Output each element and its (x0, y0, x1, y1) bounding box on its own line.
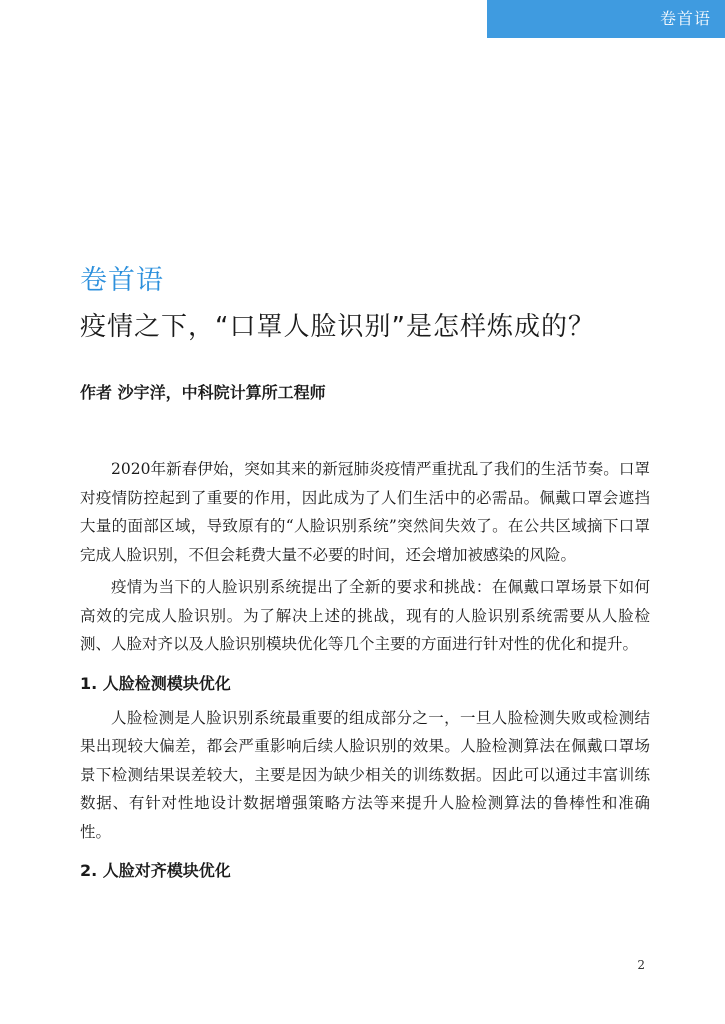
article-title: 疫情之下，“口罩人脸识别”是怎样炼成的？ (80, 312, 595, 342)
article-body (80, 455, 650, 891)
intro-paragraph-2: 疫情为当下的人脸识别系统提出了全新的要求和挑战：在佩戴口罩场景下如何高效的完成人脸识别。为了解决上述的挑战，现有的人脸识别系统需要从人脸检测、人脸对齐以及人脸识别模块优化等几个主要的方面进行针对性的优化和提升。 (80, 578, 650, 653)
section-1-heading: 1. 人脸检测模块优化 (80, 673, 231, 693)
intro-paragraph-1: 2020年新春伊始，突如其来的新冠肺炎疫情严重扰乱了我们的生活节奏。口罩对疫情防控起到了重要的作用，因此成为了人们生活中的必需品。佩戴口罩会遮挡大量的面部区域，导致原有的“人脸识别系统”突然间失效了。在公共区域摘下口罩完成人脸识别，不但会耗费大量不必要的时间，还会增加被感染的风险。 (80, 460, 650, 564)
section-label: 卷首语 (80, 265, 164, 296)
page-number: 2 (637, 958, 645, 972)
section-2-heading: 2. 人脸对齐模块优化 (80, 861, 231, 880)
section-1-paragraph: 人脸检测是人脸识别系统最重要的组成部分之一，一旦人脸检测失败或检测结果出现较大偏差，都会严重影响后续人脸识别的效果。人脸检测算法在佩戴口罩场景下检测结果误差较大，主要是因为缺少相关的训练数据。因此可以通过丰富训练数据、有针对性地设计数据增强策略方法等来提升人脸检测算法的鲁棒性和准确性。 (80, 708, 650, 841)
author-line: 作者 沙宇洋，中科院计算所工程师 (80, 383, 326, 402)
section-tab: 卷首语 (487, 0, 725, 38)
